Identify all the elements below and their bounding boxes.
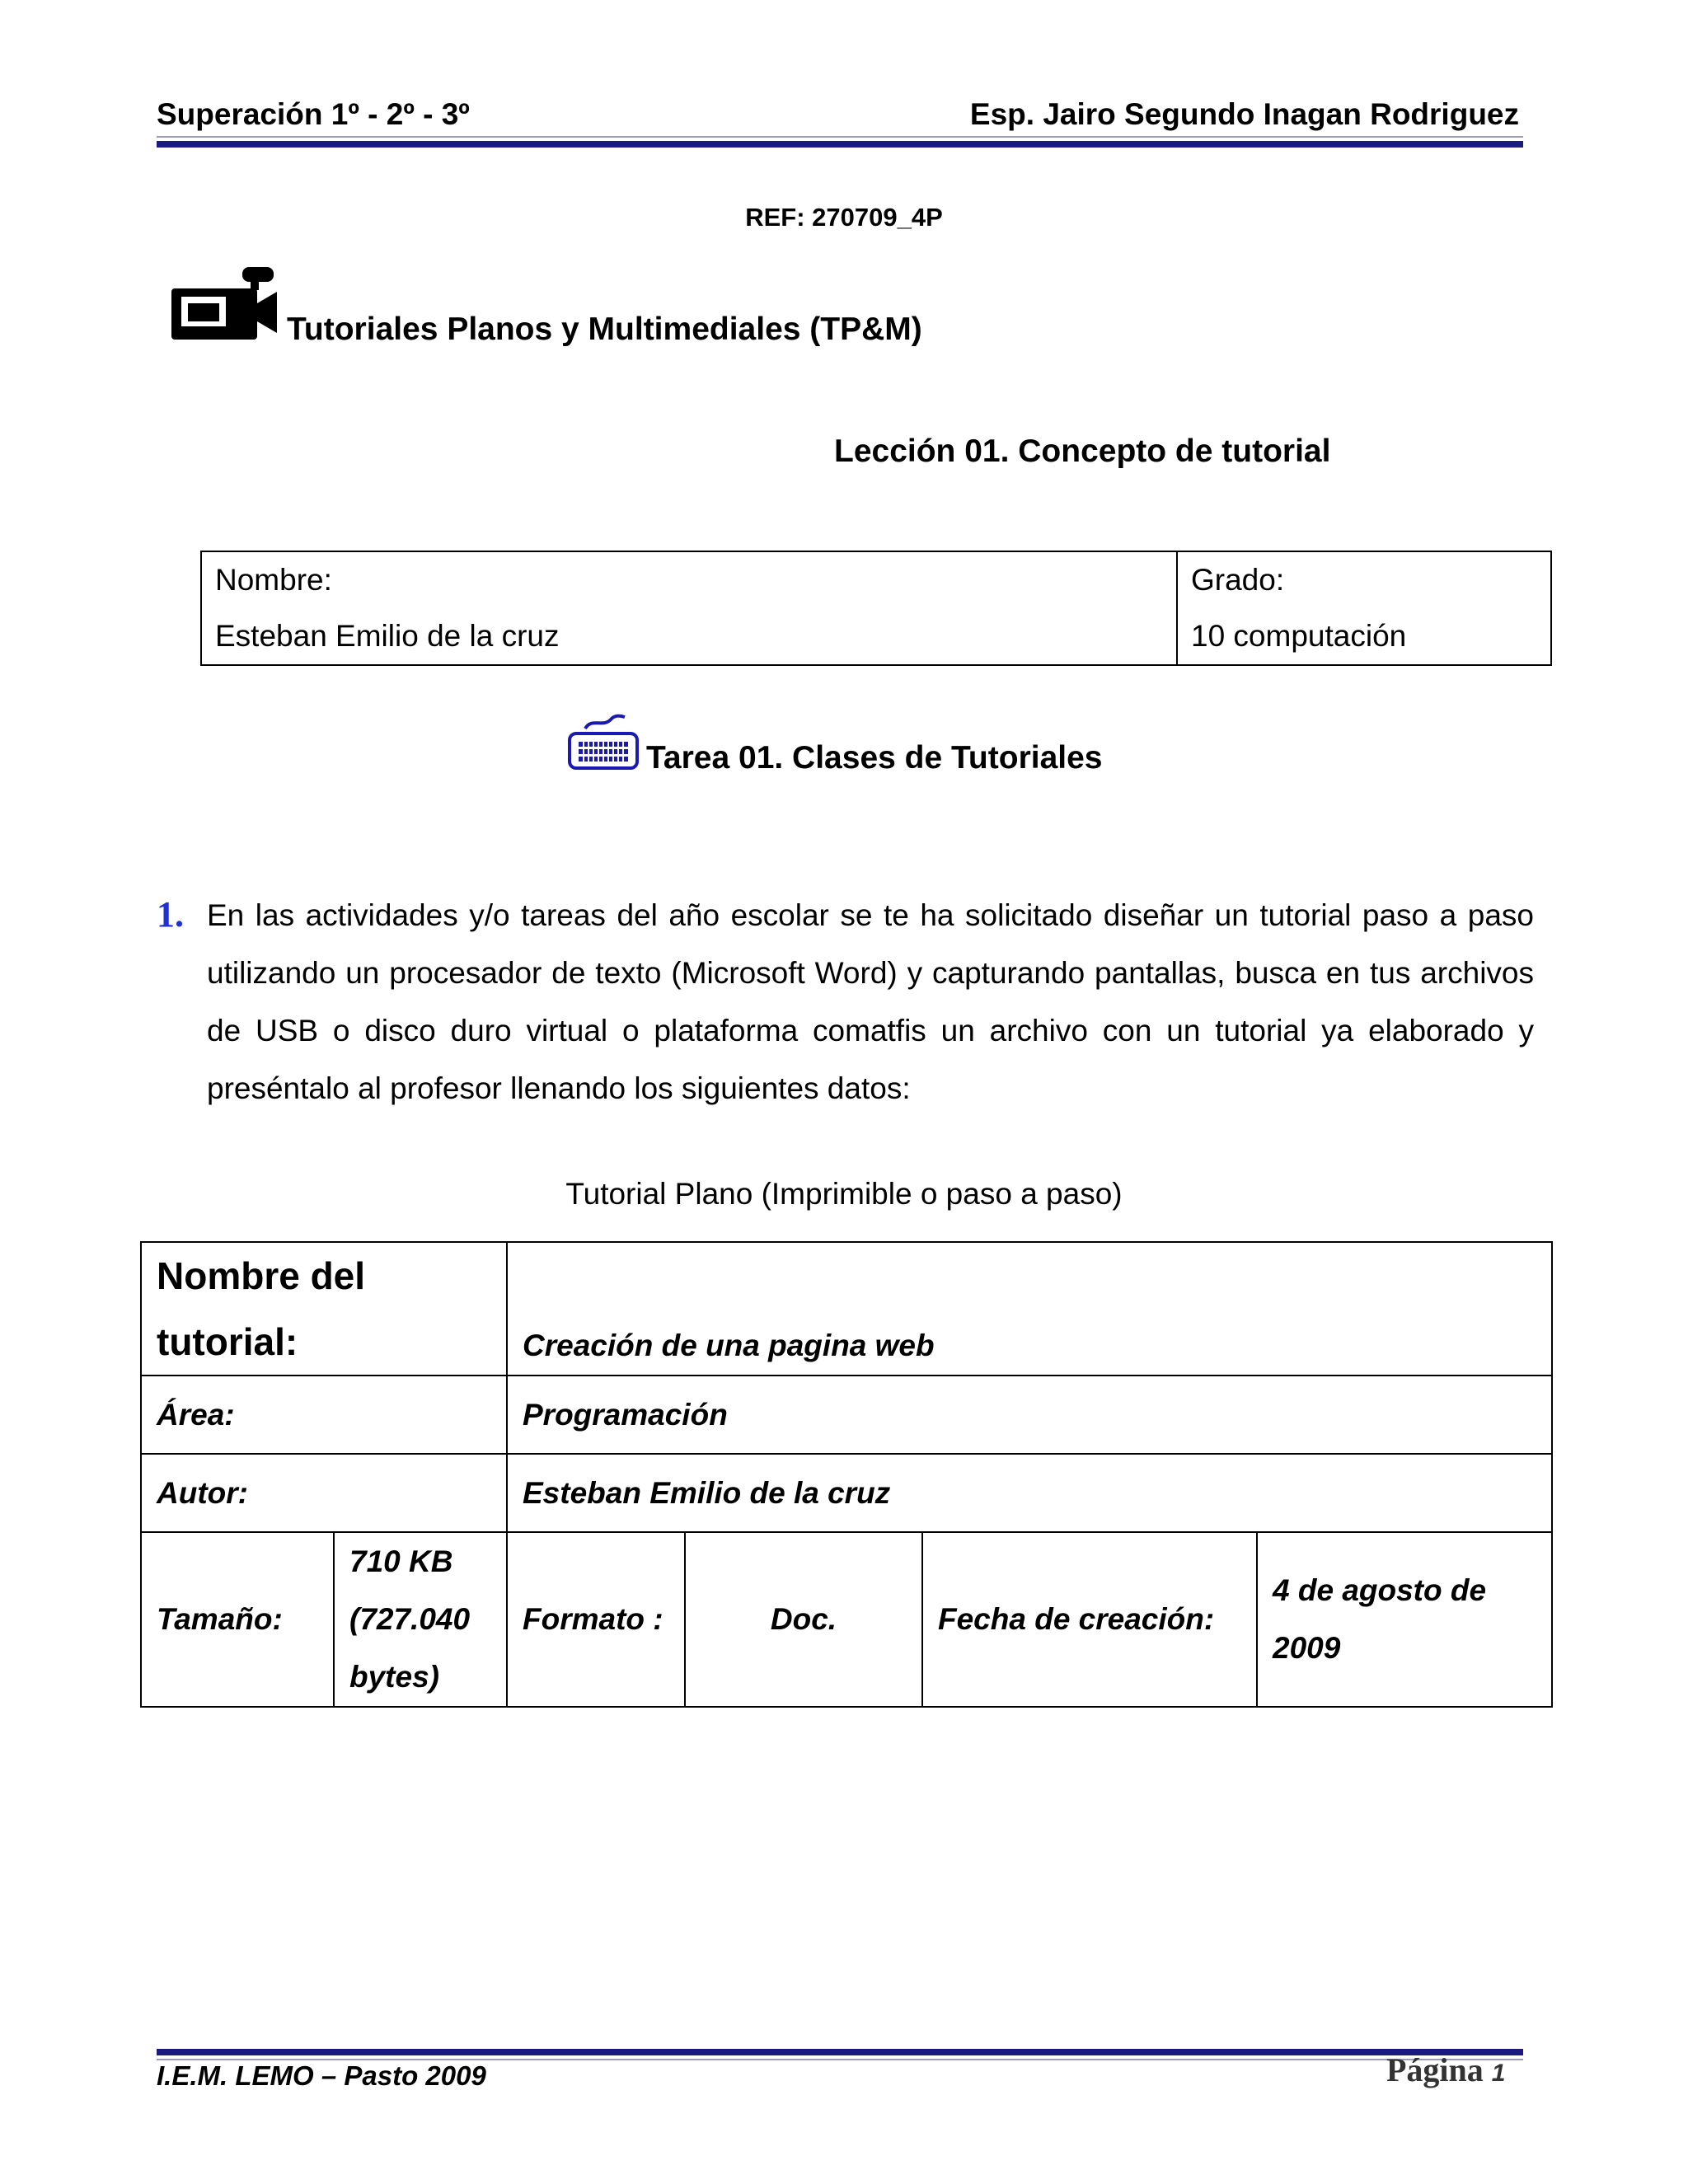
page-label: Página [1386,2051,1484,2088]
author-value: Esteban Emilio de la cruz [507,1454,1552,1532]
size-label: Tamaño: [141,1532,334,1707]
student-info-table [200,551,1552,666]
question-number: 1. [157,894,184,935]
date-label: Fecha de creación: [922,1532,1257,1707]
tutorial-data-table [140,1241,1553,1708]
grade-value: 10 computación [1191,619,1407,653]
tutorial-name-value: Creación de una pagina web [507,1242,1552,1376]
reference-code: REF: 270709_4P [745,203,943,232]
size-value: 710 KB (727.040 bytes) [334,1532,507,1707]
grade-cell [1177,551,1551,665]
task-title: Tarea 01. Clases de Tutoriales [646,740,1103,776]
footer-institution: I.E.M. LEMO – Pasto 2009 [157,2060,486,2091]
header-rule-thick [157,141,1523,148]
table-caption: Tutorial Plano (Imprimible o paso a paso) [565,1177,1123,1211]
lesson-title: Lección 01. Concepto de tutorial [834,434,1331,469]
date-value: 4 de agosto de 2009 [1257,1532,1552,1707]
course-title: Tutoriales Planos y Multimediales (TP&M) [287,312,922,347]
name-label: Nombre: [215,563,332,597]
format-label: Formato : [507,1532,685,1707]
area-value: Programación [507,1376,1552,1454]
author-label: Autor: [141,1454,507,1532]
footer-rule-thick [157,2049,1523,2055]
question-text: En las actividades y/o tareas del año escolar se te ha solicitado diseñar un tutorial paso a paso utilizando un procesador de texto (Microsoft Word) y capturando pantallas, busca en tus archivos de USB o disco duro virtual o plataforma comatfis un archivo con un tutorial ya elaborado y preséntalo al profesor llenando los siguientes datos: [207,898,1534,1105]
name-value: Esteban Emilio de la cruz [215,619,560,653]
page-number: 1 [1491,2060,1506,2087]
footer-page [1386,2050,1505,2089]
tutorial-name-label: Nombre del tutorial: [141,1242,507,1376]
video-camera-icon [170,264,277,343]
header-right: Esp. Jairo Segundo Inagan Rodriguez [969,97,1519,131]
grade-label: Grado: [1191,563,1285,597]
name-cell [201,551,1177,665]
area-label: Área: [141,1376,507,1454]
format-value: Doc. [685,1532,922,1707]
header-left: Superación 1º - 2º - 3º [157,97,470,131]
header-rule-thin [157,136,1523,138]
keyboard-icon [567,714,640,771]
